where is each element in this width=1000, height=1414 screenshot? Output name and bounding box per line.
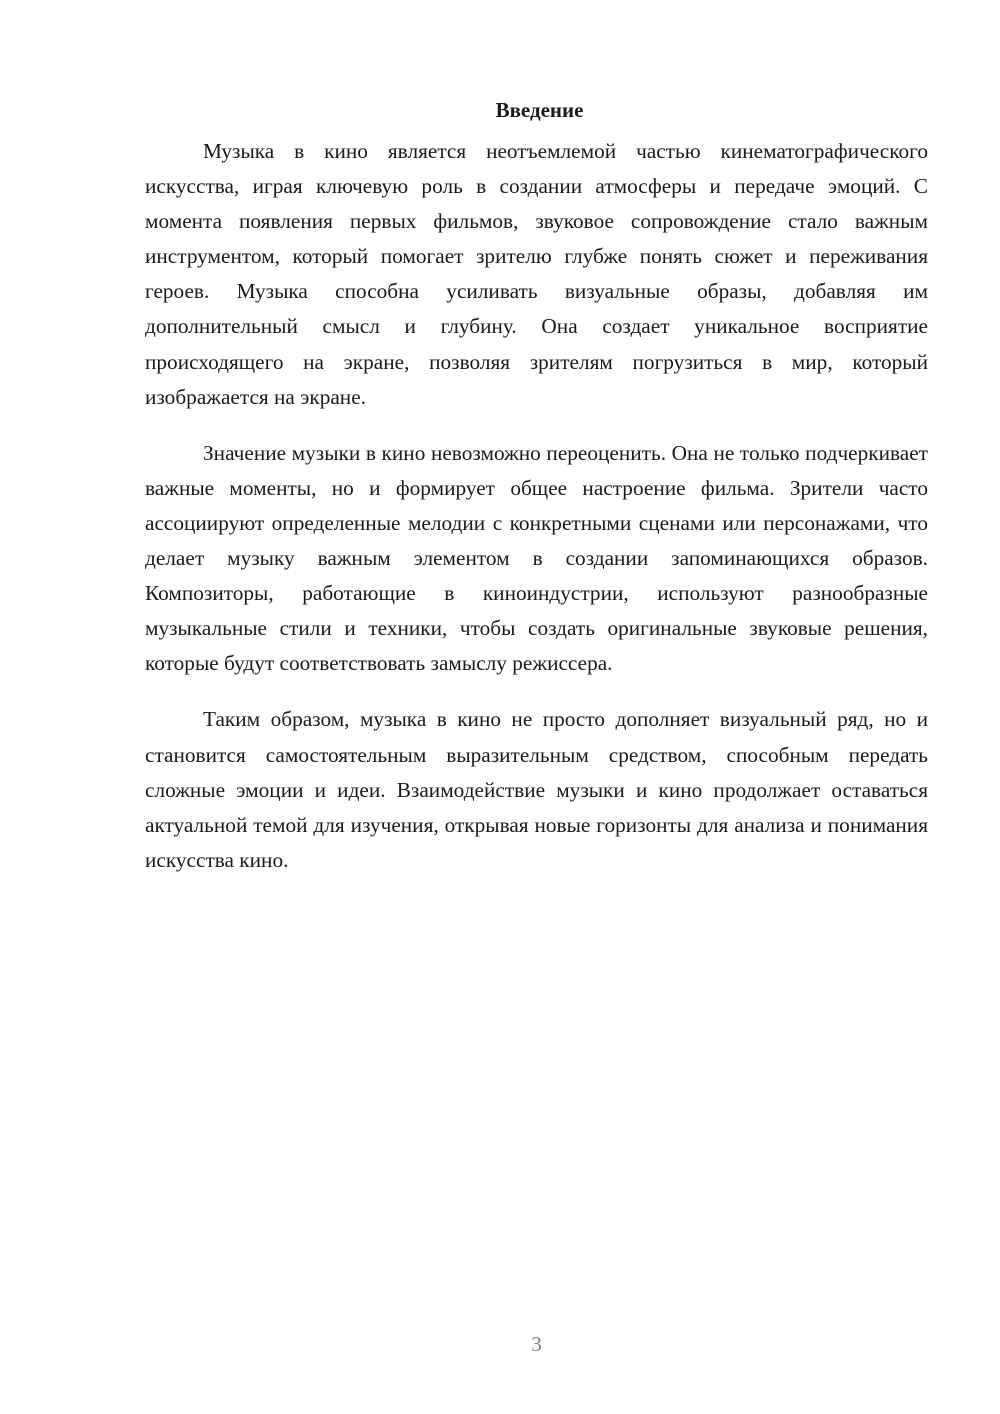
page-body <box>145 93 928 899</box>
paragraph-3: Таким образом, музыка в кино не просто дополняет визуальный ряд, но и становится самостоятельным выразительным средством, способным передать сложные эмоции и идеи. Взаимодействие музыки и кино продолжает оставаться актуальной темой для изучения, открывая новые горизонты для анализа и понимания искусства кино. <box>145 707 928 872</box>
paragraph-1: Музыка в кино является неотъемлемой частью кинематографического искусства, играя ключевую роль в создании атмосферы и передаче эмоций. С момента появления первых фильмов, звуковое сопровождение стало важным инструментом, который помогает зрителю глубже понять сюжет и переживания героев. Музыка способна усиливать визуальные образы, добавляя им дополнительный смысл и глубину. Она создает уникальное восприятие происходящего на экране, позволяя зрителям погрузиться в мир, который изображается на экране. <box>145 139 928 409</box>
section-title: Введение <box>495 98 584 122</box>
page-number: 3 <box>531 1332 542 1356</box>
paragraph-2: Значение музыки в кино невозможно переоценить. Она не только подчеркивает важные моменты, но и формирует общее настроение фильма. Зрители часто ассоциируют определенные мелодии с конкретными сценами или персонажами, что делает музыку важным элементом в создании запоминающихся образов. Композиторы, работающие в киноиндустрии, используют разнообразные музыкальные стили и техники, чтобы создать оригинальные звуковые решения, которые будут соответствовать замыслу режиссера. <box>145 440 928 676</box>
